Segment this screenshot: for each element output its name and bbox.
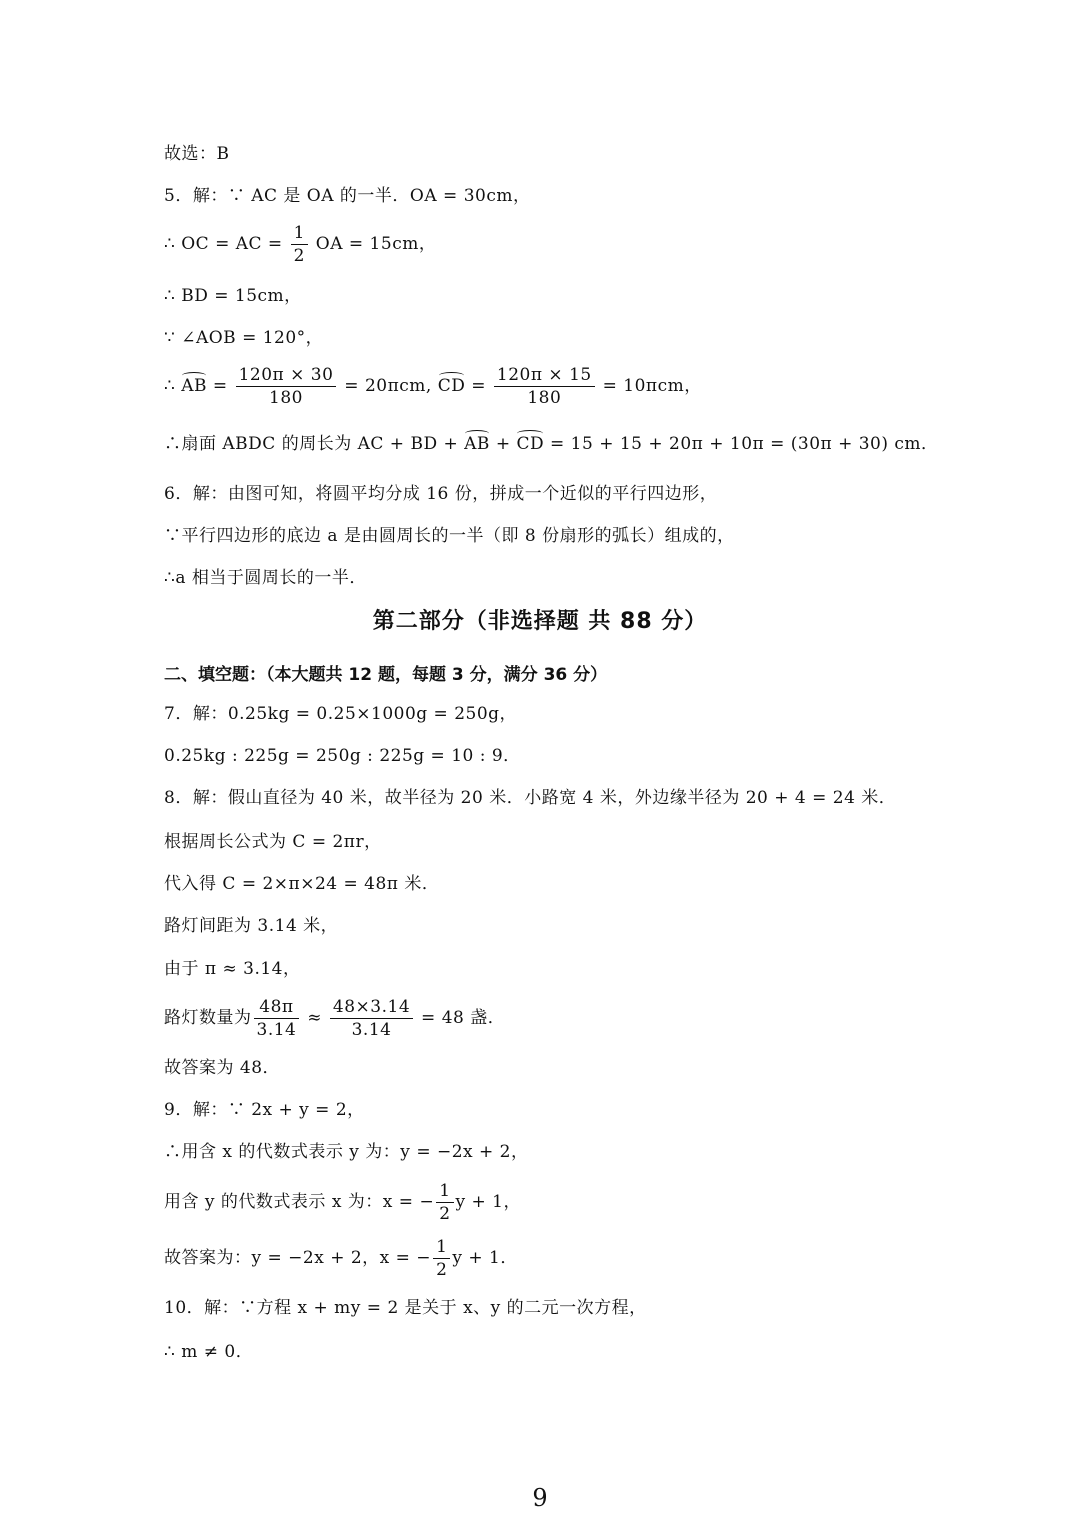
answer-line: 故选：B [164,144,230,164]
answer-line: 路灯间距为 3.14 米， [164,916,339,936]
arc-symbol: AB [181,376,208,396]
answer-line: 代入得 C = 2×π×24 = 48π 米． [164,874,440,894]
fraction: $\frac{1}{2}$ [291,222,308,267]
answer-line: 5．解：∵ AC 是 OA 的一半．OA = 30cm， [164,186,531,206]
fraction: $\frac{120\pi \times 15}{180}$ [494,364,595,409]
page-number: 9 [532,1484,548,1512]
arc-symbol: AB [464,434,490,454]
equation-line: ∴ AB = $\frac{120\pi \times 30}{180}$ = 20πcm, CD = $\frac{120\pi \times 15}{180}$ = 10πcm， [164,365,702,408]
fraction: $\frac{120\pi \times 30}{180}$ [236,364,337,409]
answer-line: ∴用含 x 的代数式表示 y 为：y = −2x + 2， [164,1142,529,1162]
answer-line: 由于 π ≈ 3.14， [164,959,301,979]
equation-line: 用含 y 的代数式表示 x 为：x = − $\frac{1}{2}$ y + 1， [164,1181,522,1224]
fraction: $\frac{1}{2}$ [436,1180,453,1225]
answer-line: 6．解：由图可知，将圆平均分成 16 份，拼成一个近似的平行四边形， [164,484,718,504]
answer-line: 根据周长公式为 C = 2πr， [164,832,382,852]
answer-line: ∵平行四边形的底边 a 是由圆周长的一半（即 8 份扇形的弧长）组成的， [164,526,735,546]
section-heading: 第二部分（非选择题 共 88 分） [372,609,708,634]
answer-line: 10．解：∵方程 x + my = 2 是关于 x、y 的二元一次方程， [164,1298,647,1318]
answer-line: 9．解：∵ 2x + y = 2， [164,1100,365,1120]
section-subheading: 二、填空题：（本大题共 12 题，每题 3 分，满分 36 分） [164,665,608,685]
arc-symbol: CD [437,376,466,396]
fraction: $\frac{1}{2}$ [433,1236,450,1281]
fraction: $\frac{48\times 3.14}{3.14}$ [330,996,413,1041]
answer-line: ∴a 相当于圆周长的一半． [164,568,367,588]
answer-line: 故答案为 48． [164,1058,281,1078]
equation-line: ∴ OC = AC = $\frac{1}{2}$ OA = 15cm， [164,223,437,266]
answer-line: 0.25kg : 225g = 250g : 225g = 10 : 9． [164,746,521,766]
fraction: $\frac{48\pi}{3.14}$ [254,996,300,1041]
equation-line: 故答案为：y = −2x + 2，x = − $\frac{1}{2}$ y + 1． [164,1237,518,1280]
answer-line: ∴ m ≠ 0． [164,1342,254,1362]
answer-line: ∵ ∠AOB = 120°， [164,328,324,348]
answer-line: 8．解：假山直径为 40 米，故半径为 20 米．小路宽 4 米，外边缘半径为 20 + 4 = 24 米． [164,788,897,808]
equation-line: 路灯数量为 $\frac{48\pi}{3.14}$ ≈ $\frac{48\times 3.14}{3.14}$ = 48 盏． [164,997,506,1040]
answer-line: 7．解：0.25kg = 0.25×1000g = 250g， [164,704,518,724]
arc-symbol: CD [516,434,545,454]
answer-line: ∴ BD = 15cm， [164,286,302,306]
equation-line: ∴扇面 ABDC 的周长为 AC + BD + AB + CD = 15 + 15 + 20π + 10π = (30π + 30) cm． [164,434,939,454]
